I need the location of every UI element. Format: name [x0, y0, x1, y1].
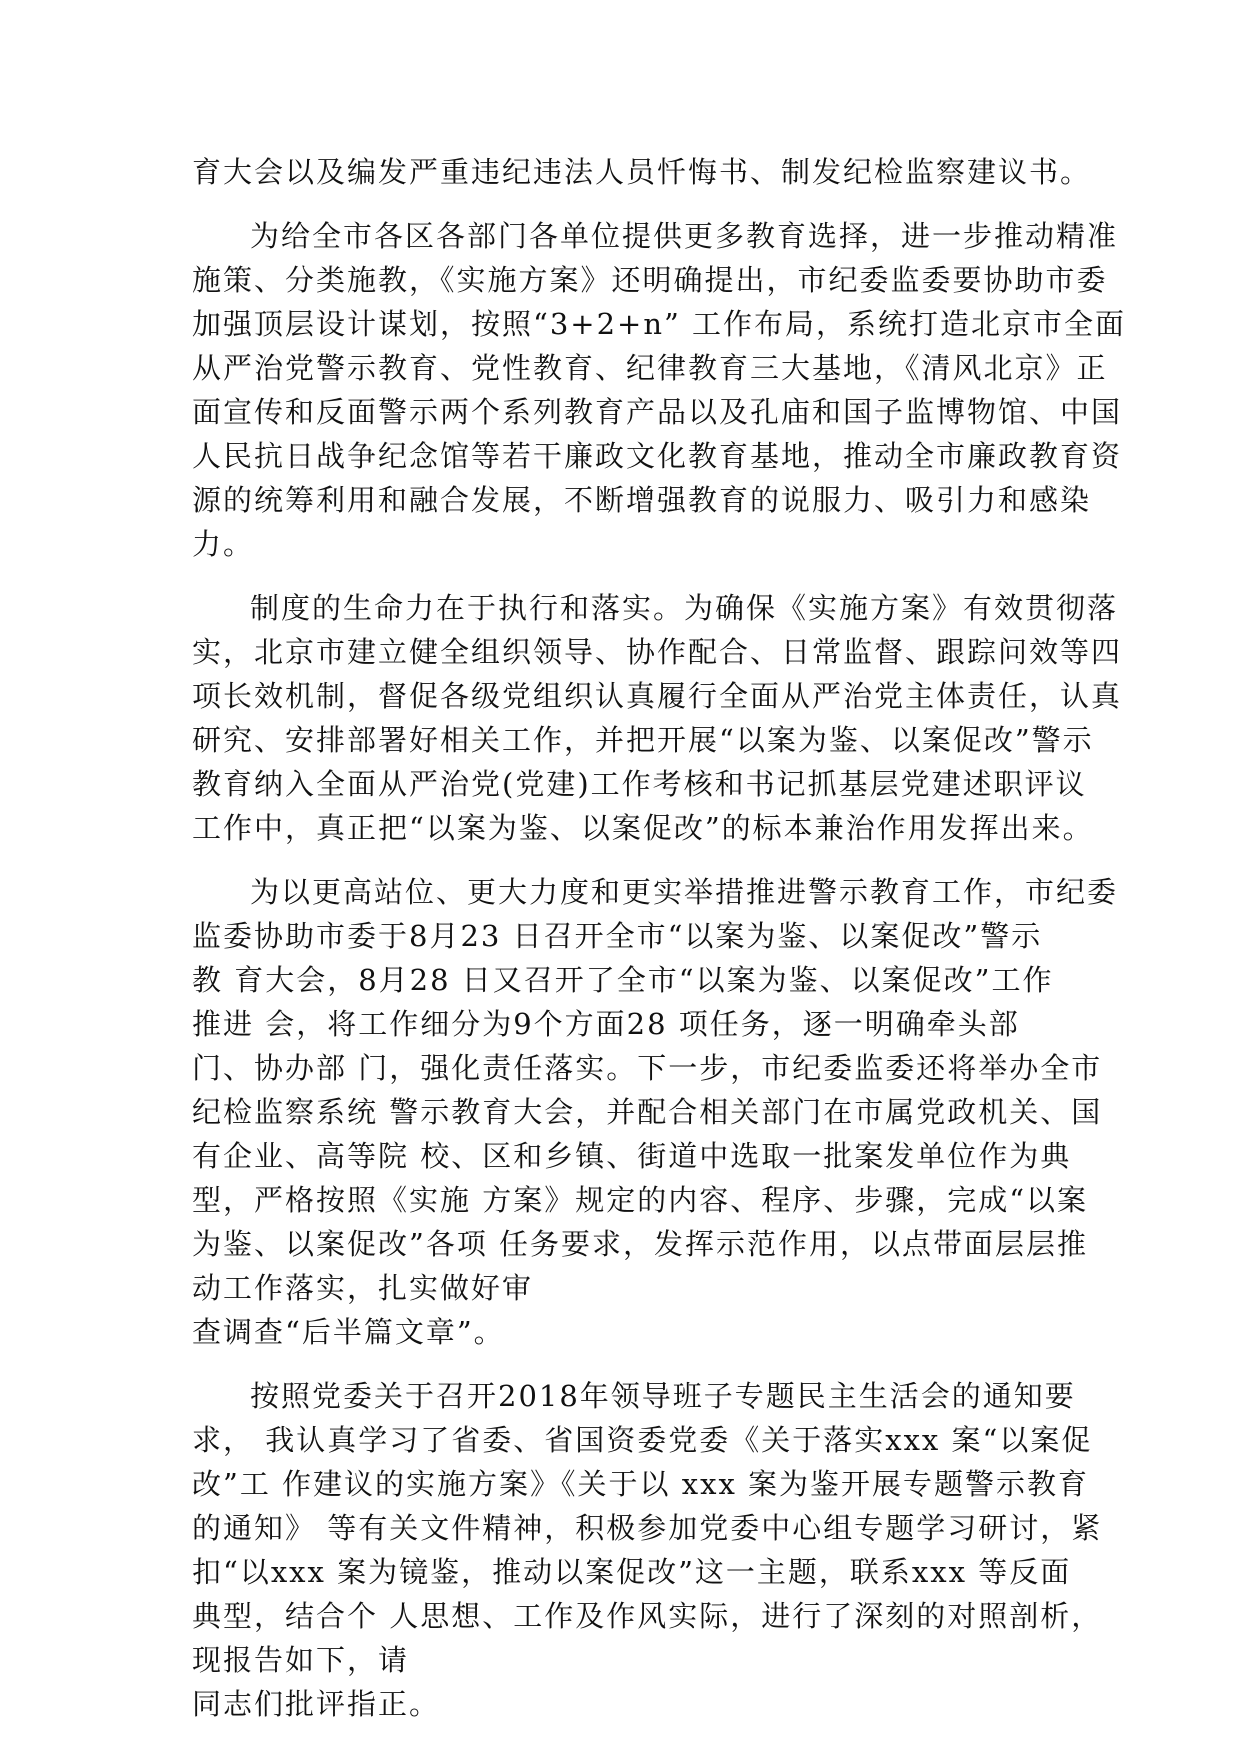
text-line: 典型，结合个 人思想、工作及作风实际，进行了深刻的对照剖析，: [192, 1599, 1103, 1633]
paragraph-3: [192, 586, 1123, 850]
text-line: 查调查“后半篇文章”。: [192, 1315, 505, 1349]
text-line: 力。: [192, 527, 255, 561]
text-line: 按照党委关于召开2018年领导班子专题民主生活会的通知要: [250, 1379, 1076, 1413]
text-line: 教育纳入全面从严治党(党建)工作考核和书记抓基层党建述职评议: [192, 767, 1087, 801]
text-line: 纪检监察系统 警示教育大会，并配合相关部门在市属党政机关、国: [192, 1095, 1103, 1129]
text-line: 加强顶层设计谋划，按照“3+2+n” 工作布局，系统打造北京市全面: [192, 307, 1127, 341]
text-line: 育大会以及编发严重违纪违法人员忏悔书、制发纪检监察建议书。: [192, 155, 1092, 189]
text-line: 为以更高站位、更大力度和更实举措推进警示教育工作，市纪委: [250, 875, 1119, 909]
text-line: 监委协助市委于8月23 日召开全市“以案为鉴、以案促改”警示: [192, 919, 1043, 953]
text-line: 施策、分类施教，《实施方案》还明确提出，市纪委监委要协助市委: [192, 263, 1108, 297]
text-line: 为给全市各区各部门各单位提供更多教育选择，进一步推动精准: [250, 219, 1119, 253]
text-line: 同志们批评指正。: [192, 1687, 441, 1721]
text-line: 教 育大会，8月28 日又召开了全市“以案为鉴、以案促改”工作: [192, 963, 1054, 997]
paragraph-4: [192, 870, 1119, 1354]
document-body: [192, 150, 1127, 1746]
text-line: 研究、安排部署好相关工作，并把开展“以案为鉴、以案促改”警示: [192, 723, 1094, 757]
text-line: 的通知》 等有关文件精神，积极参加党委中心组专题学习研讨，紧: [192, 1511, 1103, 1545]
text-line: 实，北京市建立健全组织领导、协作配合、日常监督、跟踪问效等四: [192, 635, 1123, 669]
paragraph-2: [192, 214, 1127, 566]
text-line: 门、协办部 门，强化责任落实。下一步，市纪委监委还将举办全市: [192, 1051, 1103, 1085]
text-line: 制度的生命力在于执行和落实。为确保《实施方案》有效贯彻落: [250, 591, 1119, 625]
text-line: 现报告如下，请: [192, 1643, 410, 1677]
text-line: 面宣传和反面警示两个系列教育产品以及孔庙和国子监博物馆、中国: [192, 395, 1123, 429]
paragraph-1: [192, 150, 1092, 194]
text-line: 扣“以xxx 案为镜鉴，推动以案促改”这一主题，联系xxx 等反面: [192, 1555, 1072, 1589]
text-line: 推进 会，将工作细分为9个方面28 项任务，逐一明确牵头部: [192, 1007, 1020, 1041]
paragraph-5: [192, 1374, 1103, 1726]
text-line: 源的统筹利用和融合发展，不断增强教育的说服力、吸引力和感染: [192, 483, 1092, 517]
text-line: 求， 我认真学习了省委、省国资委党委《关于落实xxx 案“以案促: [192, 1423, 1093, 1457]
text-line: 工作中，真正把“以案为鉴、以案促改”的标本兼治作用发挥出来。: [192, 811, 1094, 845]
text-line: 从严治党警示教育、党性教育、纪律教育三大基地，《清风北京》正: [192, 351, 1108, 385]
text-line: 动工作落实，扎实做好审: [192, 1271, 534, 1305]
text-line: 为鉴、以案促改”各项 任务要求，发挥示范作用，以点带面层层推: [192, 1227, 1089, 1261]
text-line: 有企业、高等院 校、区和乡镇、街道中选取一批案发单位作为典: [192, 1139, 1072, 1173]
text-line: 改”工 作建议的实施方案》《关于以 xxx 案为鉴开展专题警示教育: [192, 1467, 1090, 1501]
text-line: 人民抗日战争纪念馆等若干廉政文化教育基地，推动全市廉政教育资: [192, 439, 1123, 473]
text-line: 型，严格按照《实施 方案》规定的内容、程序、步骤，完成“以案: [192, 1183, 1089, 1217]
text-line: 项长效机制，督促各级党组织认真履行全面从严治党主体责任，认真: [192, 679, 1123, 713]
